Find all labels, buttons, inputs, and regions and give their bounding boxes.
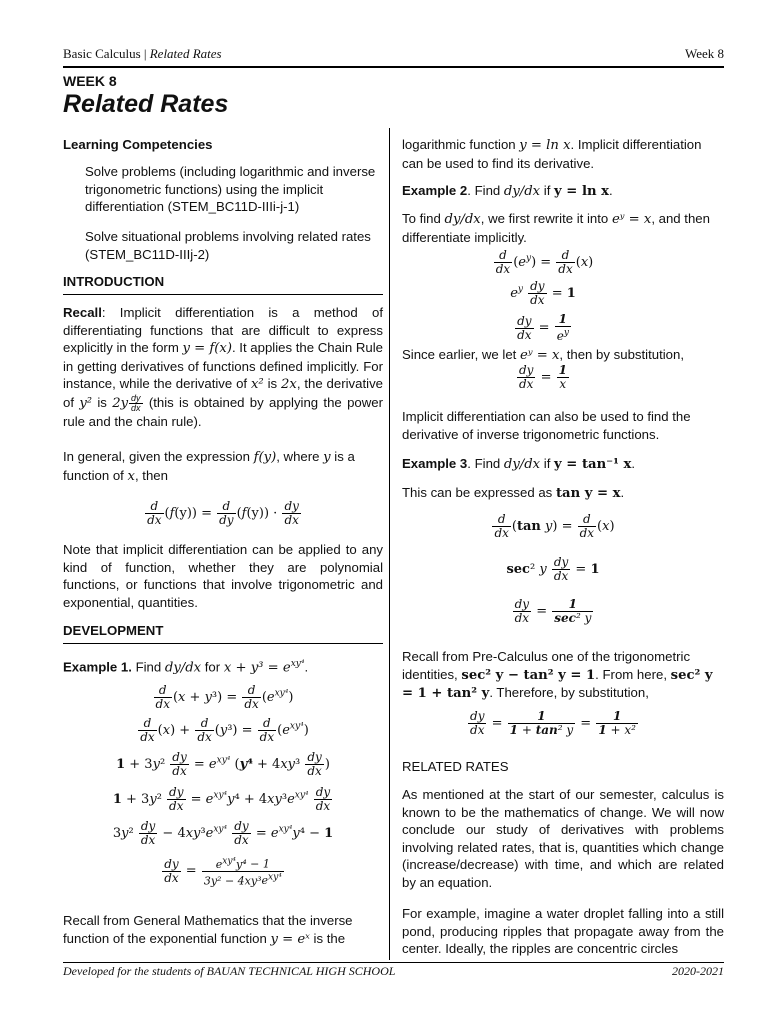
ex1-step-2: $\frac{d}{dx}$ (x) + $\frac{d}{dx}$ (y³) = $\frac{d}{dx}$ $(e^{xy^4})$	[140, 716, 309, 744]
note-paragraph: Note that implicit differentiation can be applied to any kind of function, whether they are polynomial functions, or functions that involve trigonometric and exponential, quantities.	[63, 542, 383, 610]
example-1-statement: Example 1. Find dy/dx for $x + y^3 = e^{xy^4}$.	[63, 659, 309, 676]
general-math: y	[323, 450, 331, 465]
recall-general-math-paragraph	[63, 912, 383, 948]
header-topic: Related Rates	[149, 46, 222, 61]
ex3-step-3: $\frac{dy}{dx}$ = 1 sec² y	[514, 597, 592, 625]
example-text: .	[609, 183, 613, 198]
recall-text: is	[263, 376, 281, 391]
example-text: if	[540, 183, 555, 198]
para-math: y = ln x	[519, 138, 571, 153]
recall-text: , the derivative of	[63, 376, 383, 410]
example-math-exponent: xy⁴	[290, 659, 305, 669]
development-heading: DEVELOPMENT	[63, 622, 383, 644]
example-2-statement	[402, 182, 724, 201]
para-text: . Therefore, by substitution,	[489, 685, 649, 700]
recall-math: y = eˣ	[270, 931, 310, 947]
para-text: To find	[402, 211, 445, 226]
ex1-step-5: 3y² $\frac{dy}{dx}$ − $4xy^3e^{xy^4}$ $\frac{dy}{dx}$ = $e^{xy^4}y^4 - 1$	[112, 819, 334, 847]
learning-competencies-heading: Learning Competencies	[63, 137, 213, 152]
example-math: dy/dx	[503, 184, 541, 199]
para-text: .	[620, 485, 625, 500]
header-course: Basic Calculus |	[63, 46, 150, 61]
ex2-step-3: $\frac{dy}{dx}$ = $\frac{1}{e^y}$	[517, 312, 569, 343]
recall-text: is	[92, 394, 113, 410]
related-rates-heading: RELATED RATES	[402, 759, 509, 774]
logarithmic-paragraph	[402, 136, 724, 172]
example-math: y = tan⁻¹ x	[554, 457, 632, 472]
header-week: Week 8	[684, 46, 724, 61]
footer-rule	[63, 962, 724, 963]
recall-text: : Implicit differentiation is a method of differentiating functions that are difficult to express explicitly in the form	[63, 305, 383, 355]
ex3-step-2: sec² y $\frac{dy}{dx}$ = 1	[506, 555, 600, 583]
water-droplet-paragraph: For example, imagine a water droplet falling into a still pond, producing ripples that propagate away from the center. Ideally, the ripples are concentric circles	[402, 906, 724, 956]
recall-math: y²	[79, 395, 93, 411]
example-text: Find	[131, 659, 165, 675]
footer-school: Developed for the students of BAUAN TECHNICAL HIGH SCHOOL	[63, 964, 396, 978]
example-text: if	[540, 456, 555, 471]
ex3-step-1: $\frac{d}{dx}$ (tan y) = $\frac{d}{dx}$ (x)	[494, 512, 615, 540]
general-text: , where	[276, 449, 324, 464]
ex2-result: $\frac{dy}{dx}$ = $\frac{1}{x}$	[519, 363, 567, 391]
related-rates-paragraph: As mentioned at the start of our semester, calculus is known to be the mathematics of change. We will now conclude our study of derivatives with problems involving related rates, that is, quantities which change (increase/decrease) with time, and which are related by an equation.	[402, 787, 724, 890]
ex2-step-2: $e^y$ $\frac{dy}{dx}$ = 1	[510, 279, 576, 307]
expressed-paragraph	[402, 484, 724, 503]
ex2-step-1: $\frac{d}{dx}$ $(e^y)$ = $\frac{d}{dx}$ (x)	[495, 248, 594, 276]
recall-math: x²	[250, 377, 264, 392]
example-3-label: Example 3	[402, 456, 468, 471]
ex1-step-3: 1 + 3y² $\frac{dy}{dx}$ = $e^{xy^4}$ (y⁴ + 4xy³ $\frac{dy}{dx}$ )	[116, 750, 330, 778]
general-paragraph	[63, 448, 383, 485]
example-text: . Find	[467, 183, 504, 198]
example-3-statement	[402, 455, 724, 474]
ex1-result: $\frac{dy}{dx}$ = $e^{xy^4}y^4 - 1$ $3y^2 - 4xy^3e^{xy^4}$	[164, 856, 282, 888]
competency-1: Solve problems (including logarithmic and inverse trigonometric functions) using the implicit differentiation (STEM_BC11D-IIIi-j-1)	[85, 164, 376, 214]
example-math: dy/dx	[164, 660, 202, 676]
example-1-label: Example 1.	[63, 659, 132, 675]
ex1-step-4: 1 + 3y² $\frac{dy}{dx}$ = $e^{xy^4}y^4 + 4xy^3e^{xy^4}$ $\frac{dy}{dx}$	[112, 785, 331, 813]
competency-2: Solve situational problems involving related rates (STEM_BC11D-IIIj-2)	[85, 229, 371, 262]
para-text: . From here,	[595, 666, 671, 682]
para-text: Recall from Pre-Calculus one of the trigonometric identities,	[402, 649, 691, 682]
para-text: , then by substitution,	[559, 347, 685, 362]
dy-dx-fraction: $\frac{dy}{dx}$	[131, 392, 141, 413]
recall-text: . It applies the Chain Rule in getting derivatives of functions defined implicitly. For instance, while the derivative of	[63, 340, 383, 391]
example-math: dy/dx	[503, 457, 541, 472]
header-left	[63, 46, 222, 62]
footer-year: 2020-2021	[672, 964, 724, 978]
example-text: . Find	[467, 456, 504, 471]
example-math: x + y³ = e	[223, 660, 291, 676]
para-text: logarithmic function	[402, 137, 520, 152]
para-math: sec² y − tan² y = 1	[461, 667, 596, 683]
para-math: eʸ = x	[520, 348, 560, 363]
rewrite-paragraph	[402, 210, 724, 246]
recall-text: is the	[309, 930, 346, 946]
recall-paragraph	[63, 304, 383, 430]
inverse-trig-paragraph: Implicit differentiation can also be used to find the derivative of inverse trigonometric functions.	[402, 409, 691, 442]
recall-text: (this is obtained by applying the power rule and the chain rule).	[63, 394, 383, 429]
para-math: dy/dx	[444, 212, 481, 227]
para-text: , and then differentiate implicitly.	[402, 211, 710, 245]
page-title: Related Rates	[63, 90, 229, 118]
example-2-label: Example 2	[402, 183, 468, 198]
para-math: eʸ = x	[611, 212, 652, 227]
para-text: This can be expressed as	[402, 485, 556, 500]
page-header	[63, 46, 724, 66]
general-text: In general, given the expression	[63, 449, 254, 464]
para-text: . Implicit differentiation can be used to find its derivative.	[402, 137, 702, 171]
para-text: , we first rewrite it into	[480, 211, 612, 226]
recall-math: 2x	[280, 377, 297, 392]
recall-text: Recall from General Mathematics that the inverse function of the exponential function	[63, 913, 353, 946]
general-math: f(y)	[253, 450, 277, 465]
recall-label: Recall	[63, 305, 102, 320]
general-text: is a function of	[63, 449, 355, 483]
pre-calculus-paragraph	[402, 648, 724, 703]
example-text: .	[631, 456, 636, 471]
example-text: for	[201, 659, 224, 675]
since-paragraph	[402, 346, 724, 365]
week-label: WEEK 8	[63, 73, 117, 89]
recall-math: 2y	[112, 395, 129, 411]
para-math: sec² y = 1 + tan² y	[402, 667, 713, 701]
general-math: x	[127, 468, 135, 484]
para-math: tan y = x	[555, 486, 621, 501]
example-math: y = ln x	[554, 184, 609, 199]
ex1-step-1: $\frac{d}{dx}$ (x + y³) = $\frac{d}{dx}$ $(e^{xy^4})$	[155, 683, 294, 711]
recall-math: y = f(x)	[182, 341, 232, 356]
header-rule	[63, 66, 724, 68]
general-text: , then	[134, 467, 168, 483]
introduction-heading: INTRODUCTION	[63, 273, 383, 295]
chain-rule-equation: $\frac{d}{dx}$ (f(y)) = $\frac{d}{dy}$ (f(y)) · $\frac{dy}{dx}$	[147, 499, 299, 527]
para-text: Since earlier, we let	[402, 347, 521, 362]
ex3-result: $\frac{dy}{dx}$ = $\frac{1}{\text{1 + tan² y}}$ = $\frac{1}{\text{1 + x²}}$	[470, 709, 636, 737]
